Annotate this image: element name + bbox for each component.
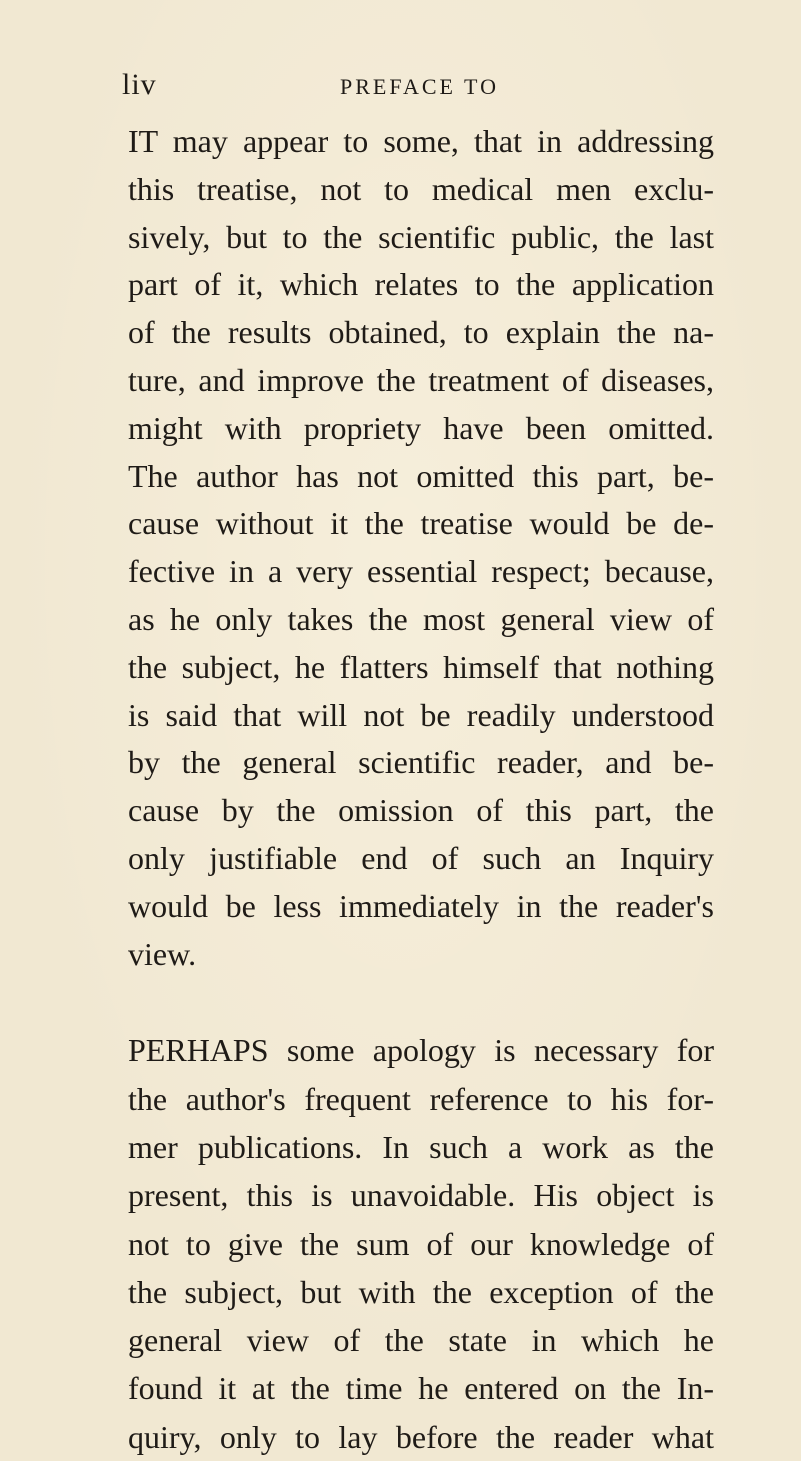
text-line: is said that will not be readily understood <box>128 696 714 733</box>
text-line: PERHAPS some apology is necessary for <box>128 1032 714 1069</box>
text-line: as he only takes the most general view of <box>128 600 714 637</box>
text-line: part of it, which relates to the application <box>128 266 714 303</box>
text-line: present, this is unavoidable. His object is <box>128 1177 714 1214</box>
page-number: liv <box>122 68 157 101</box>
text-line: the subject, he flatters himself that nothing <box>128 648 714 685</box>
text-line: mer publications. In such a work as the <box>128 1128 714 1165</box>
text-line: would be less immediately in the reader's <box>128 887 714 924</box>
text-line: of the results obtained, to explain the na- <box>128 314 714 351</box>
text-line: found it at the time he entered on the In- <box>128 1370 714 1407</box>
text-line: the subject, but with the exception of the <box>128 1273 714 1310</box>
text-line: might with propriety have been omitted. <box>128 409 714 446</box>
text-line: general view of the state in which he <box>128 1322 714 1359</box>
text-line: this treatise, not to medical men exclu- <box>128 170 714 207</box>
text-line: ture, and improve the treatment of diseases, <box>128 361 714 398</box>
text-line: only justifiable end of such an Inquiry <box>128 839 714 876</box>
paragraph-1 <box>128 118 714 978</box>
text-line: The author has not omitted this part, be- <box>128 457 714 494</box>
text-line: sively, but to the scientific public, the last <box>128 218 714 255</box>
text-line: fective in a very essential respect; because, <box>128 553 714 590</box>
page-header <box>122 68 682 108</box>
running-head: PREFACE TO <box>340 74 499 99</box>
body-text <box>128 118 714 1461</box>
text-line: not to give the sum of our knowledge of <box>128 1225 714 1262</box>
text-line: cause by the omission of this part, the <box>128 792 714 829</box>
paragraph-2 <box>128 1026 714 1461</box>
text-line: quiry, only to lay before the reader what <box>128 1418 714 1455</box>
text-line: cause without it the treatise would be de- <box>128 505 714 542</box>
text-line: view. <box>128 935 197 972</box>
text-line: by the general scientific reader, and be- <box>128 744 714 781</box>
text-line: IT may appear to some, that in addressing <box>128 123 714 159</box>
text-line: the author's frequent reference to his for- <box>128 1080 714 1117</box>
